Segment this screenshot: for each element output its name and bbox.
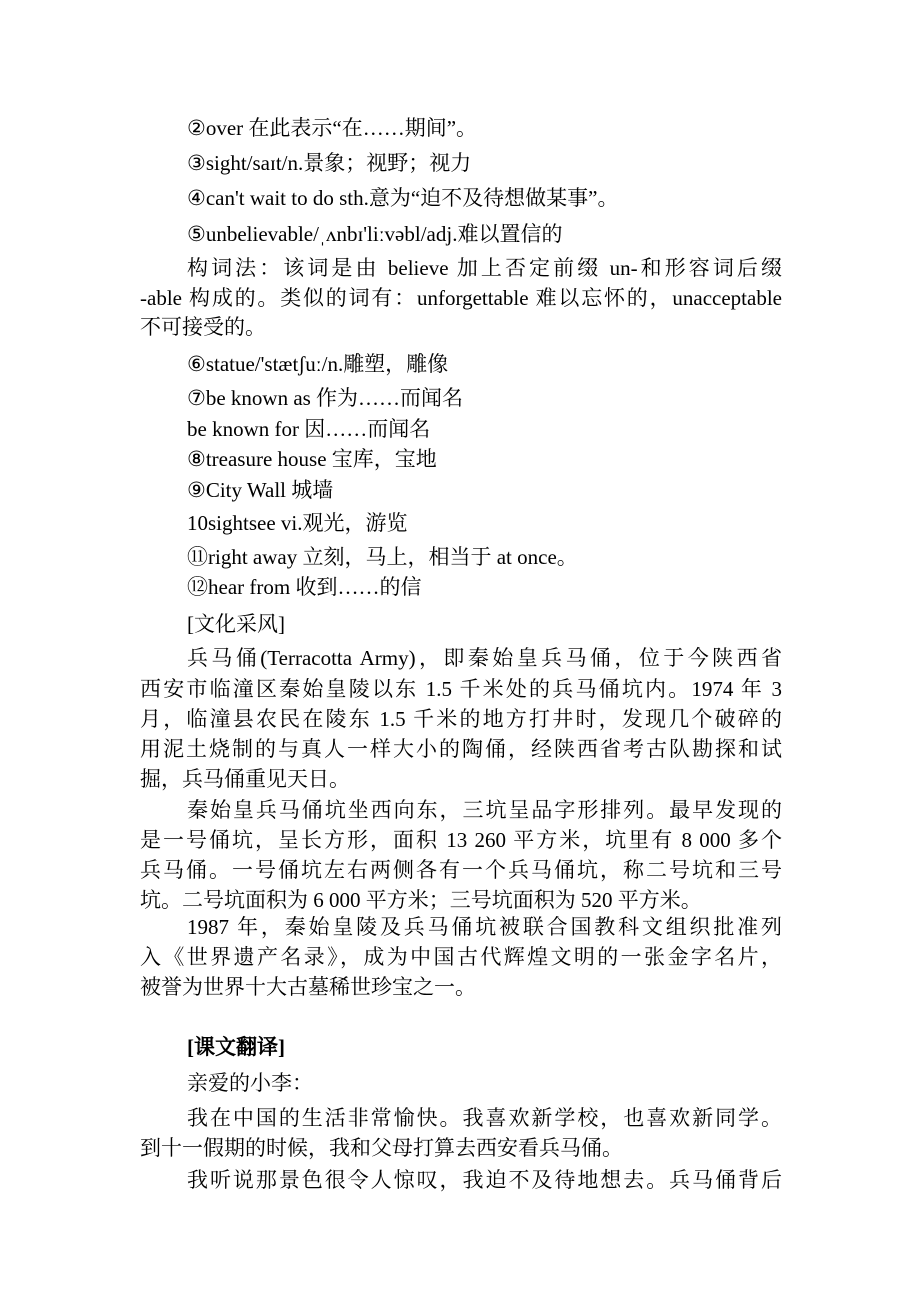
vocab-note: ⑧treasure house 宝库，宝地 [187, 447, 437, 471]
culture-paragraph-line: 掘，兵马俑重见天日。 [140, 767, 350, 791]
culture-paragraph-line: 入《世界遗产名录》，成为中国古代辉煌文明的一张金字名片， [140, 945, 782, 969]
word-formation-line: 构词法：该词是由 believe 加上否定前缀 un-和形容词后缀 [187, 256, 782, 280]
word-formation-line: -able 构成的。类似的词有：unforgettable 难以忘怀的，unacceptable [140, 286, 782, 310]
vocab-note: ⑦be known as 作为……而闻名 [187, 386, 464, 410]
vocab-note: ⑫hear from 收到……的信 [187, 575, 422, 599]
culture-heading: [文化采风] [187, 612, 285, 636]
culture-paragraph-line: 是一号俑坑，呈长方形，面积 13 260 平方米，坑里有 8 000 多个 [140, 828, 782, 852]
translation-heading: [课文翻译] [187, 1035, 285, 1059]
vocab-note: 10sightsee vi.观光，游览 [187, 511, 408, 535]
vocab-note: ③sight/saɪt/n.景象；视野；视力 [187, 151, 472, 175]
translation-line: 到十一假期的时候，我和父母打算去西安看兵马俑。 [140, 1136, 623, 1160]
translation-greeting: 亲爱的小李： [187, 1071, 313, 1095]
vocab-note: ⑪right away 立刻，马上，相当于 at once。 [187, 545, 578, 569]
culture-paragraph-line: 西安市临潼区秦始皇陵以东 1.5 千米处的兵马俑坑内。1974 年 3 [140, 677, 782, 701]
vocab-note: be known for 因……而闻名 [187, 417, 431, 441]
culture-paragraph-line: 秦始皇兵马俑坑坐西向东，三坑呈品字形排列。最早发现的 [187, 798, 782, 822]
culture-paragraph-line: 兵马俑。一号俑坑左右两侧各有一个兵马俑坑，称二号坑和三号 [140, 858, 782, 882]
vocab-note: ⑥statue/'stætʃuː/n.雕塑，雕像 [187, 352, 449, 376]
culture-paragraph-line: 1987 年，秦始皇陵及兵马俑坑被联合国教科文组织批准列 [187, 915, 782, 939]
vocab-note: ④can't wait to do sth.意为“迫不及待想做某事”。 [187, 186, 619, 210]
vocab-note: ⑨City Wall 城墙 [187, 478, 334, 502]
culture-paragraph-line: 兵马俑(Terracotta Army)，即秦始皇兵马俑，位于今陕西省 [187, 646, 782, 670]
culture-paragraph-line: 被誉为世界十大古墓稀世珍宝之一。 [140, 975, 476, 999]
translation-line: 我在中国的生活非常愉快。我喜欢新学校，也喜欢新同学。 [187, 1106, 782, 1130]
culture-paragraph-line: 用泥土烧制的与真人一样大小的陶俑，经陕西省考古队勘探和试 [140, 737, 782, 761]
culture-paragraph-line: 月，临潼县农民在陵东 1.5 千米的地方打井时，发现几个破碎的 [140, 707, 782, 731]
vocab-note: ②over 在此表示“在……期间”。 [187, 116, 478, 140]
translation-line: 我听说那景色很令人惊叹，我迫不及待地想去。兵马俑背后 [187, 1168, 782, 1192]
culture-paragraph-line: 坑。二号坑面积为 6 000 平方米；三号坑面积为 520 平方米。 [140, 888, 702, 912]
word-formation-line: 不可接受的。 [140, 315, 266, 339]
vocab-note: ⑤unbelievable/ˌʌnbɪ'liːvəbl/adj.难以置信的 [187, 222, 563, 246]
